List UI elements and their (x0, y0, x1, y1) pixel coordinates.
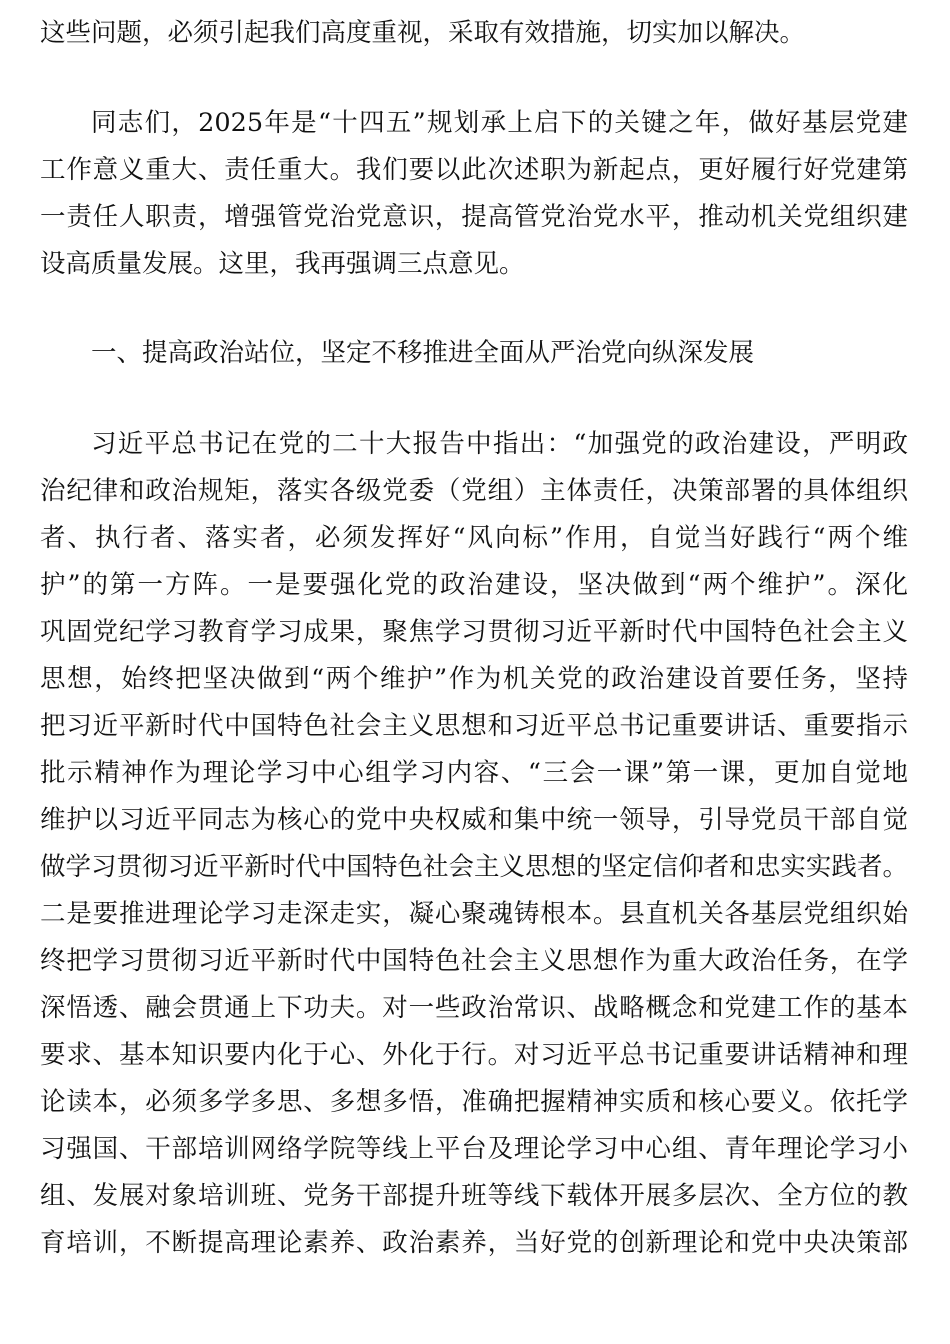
document-page (40, 0, 908, 1267)
text-line: 二是要推进理论学习走深走实，凝心聚魂铸根本。县直机关各基层党组织始 (40, 899, 908, 929)
text-line: 终把学习贯彻习近平新时代中国特色社会主义思想作为重大政治任务，在学 (40, 946, 908, 976)
text-line: 护”的第一方阵。一是要强化党的政治建设，坚决做到“两个维护”。深化 (40, 570, 908, 600)
heading-line: 一、提高政治站位，坚定不移推进全面从严治党向纵深发展 (91, 338, 755, 368)
paragraph-2 (40, 100, 908, 288)
text-line: 工作意义重大、责任重大。我们要以此次述职为新起点，更好履行好党建第 (40, 155, 908, 185)
text-line: 批示精神作为理论学习中心组学习内容、“三会一课”第一课，更加自觉地 (40, 758, 908, 788)
text-line: 巩固党纪学习教育学习成果，聚焦学习贯彻习近平新时代中国特色社会主义 (40, 617, 908, 647)
text-line: 者、执行者、落实者，必须发挥好“风向标”作用，自觉当好践行“两个维 (40, 523, 908, 553)
text-line: 治纪律和政治规矩，落实各级党委（党组）主体责任，决策部署的具体组织 (40, 476, 908, 506)
text-line: 要求、基本知识要内化于心、外化于行。对习近平总书记重要讲话精神和理 (40, 1040, 908, 1070)
text-line: 把习近平新时代中国特色社会主义思想和习近平总书记重要讲话、重要指示 (40, 711, 908, 741)
text-line: 深悟透、融会贯通上下功夫。对一些政治常识、战略概念和党建工作的基本 (40, 993, 908, 1023)
text-line: 设高质量发展。这里，我再强调三点意见。 (40, 249, 525, 279)
text-line: 育培训，不断提高理论素养、政治素养，当好党的创新理论和党中央决策部 (40, 1228, 908, 1258)
text-line: 同志们，2025年是“十四五”规划承上启下的关键之年，做好基层党建 (91, 108, 908, 138)
text-line: 习强国、干部培训网络学院等线上平台及理论学习中心组、青年理论学习小 (40, 1134, 908, 1164)
text-line: 做学习贯彻习近平新时代中国特色社会主义思想的坚定信仰者和忠实实践者。 (40, 852, 908, 882)
text-line: 思想，始终把坚决做到“两个维护”作为机关党的政治建设首要任务，坚持 (40, 664, 908, 694)
text-line: 这些问题，必须引起我们高度重视，采取有效措施，切实加以解决。 (40, 18, 806, 48)
text-line: 组、发展对象培训班、党务干部提升班等线下载体开展多层次、全方位的教 (40, 1181, 908, 1211)
text-line: 习近平总书记在党的二十大报告中指出：“加强党的政治建设，严明政 (91, 429, 908, 459)
paragraph-1 (40, 10, 908, 57)
text-line: 维护以习近平同志为核心的党中央权威和集中统一领导，引导党员干部自觉 (40, 805, 908, 835)
text-line: 论读本，必须多学多思、多想多悟，准确把握精神实质和核心要义。依托学 (40, 1087, 908, 1117)
text-line: 一责任人职责，增强管党治党意识，提高管党治党水平，推动机关党组织建 (40, 202, 908, 232)
section-heading (40, 330, 908, 377)
paragraph-3 (40, 421, 908, 1267)
